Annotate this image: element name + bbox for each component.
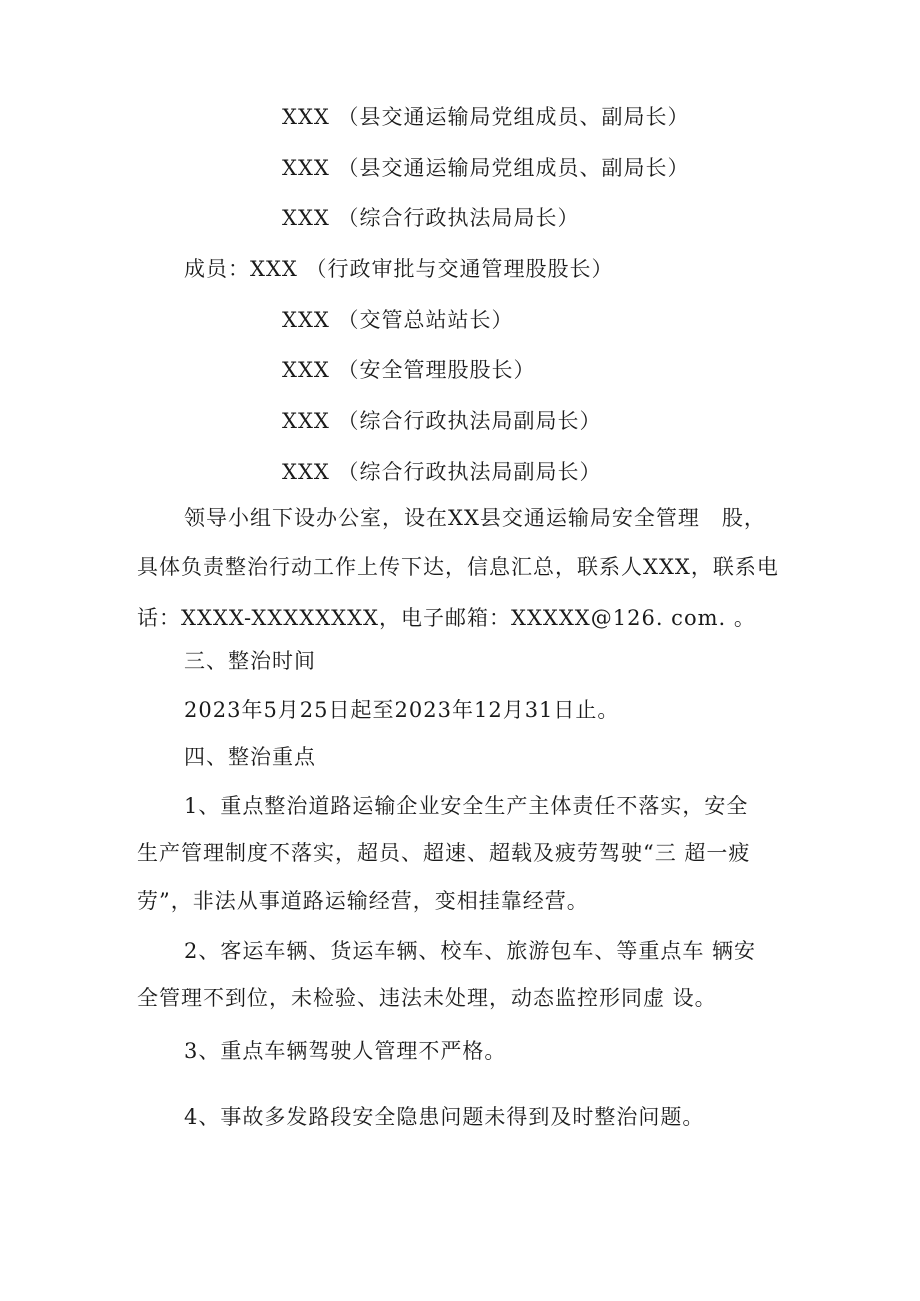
member-line: XXX （综合行政执法局副局长） [282, 460, 602, 484]
section4-heading: 四、整治重点 [184, 745, 316, 769]
section3-text: 2023年5月25日起至2023年12月31日止。 [184, 698, 620, 722]
item3-line: 3、重点车辆驾驶人管理不严格。 [184, 1039, 507, 1063]
office-paragraph-line: 领导小组下设办公室，设在XX县交通运输局安全管理 股， [184, 506, 766, 530]
item4-line: 4、事故多发路段安全隐患问题未得到及时整治问题。 [184, 1105, 705, 1129]
member-line: XXX （综合行政执法局副局长） [282, 409, 602, 433]
item2-line: 全管理不到位，未检验、违法未处理，动态监控形同虚 设。 [137, 986, 717, 1010]
member-line: XXX （安全管理股股长） [282, 358, 536, 382]
section3-heading: 三、整治时间 [184, 649, 316, 673]
members-label-line: 成员：XXX （行政审批与交通管理股股长） [184, 257, 614, 281]
item1-line: 劳”，非法从事道路运输经营，变相挂靠经营。 [137, 889, 589, 913]
leadership-line: XXX （县交通运输局党组成员、副局长） [282, 105, 690, 129]
item1-line: 1、重点整治道路运输企业安全生产主体责任不落实，安全 [184, 794, 749, 818]
leadership-line: XXX （综合行政执法局局长） [282, 206, 580, 230]
member-line: XXX （交管总站站长） [282, 308, 514, 332]
office-paragraph-line: 话：XXXX-XXXXXXXX，电子邮箱：XXXXX@126. com. 。 [137, 606, 756, 630]
item1-line: 生产管理制度不落实，超员、超速、超载及疲劳驾驶“三 超一疲 [137, 841, 751, 865]
item2-line: 2、客运车辆、货运车辆、校车、旅游包车、等重点车 辆安 [184, 939, 757, 963]
leadership-line: XXX （县交通运输局党组成员、副局长） [282, 156, 690, 180]
office-paragraph-line: 具体负责整治行动工作上传下达，信息汇总，联系人XXX，联系电 [137, 555, 779, 579]
